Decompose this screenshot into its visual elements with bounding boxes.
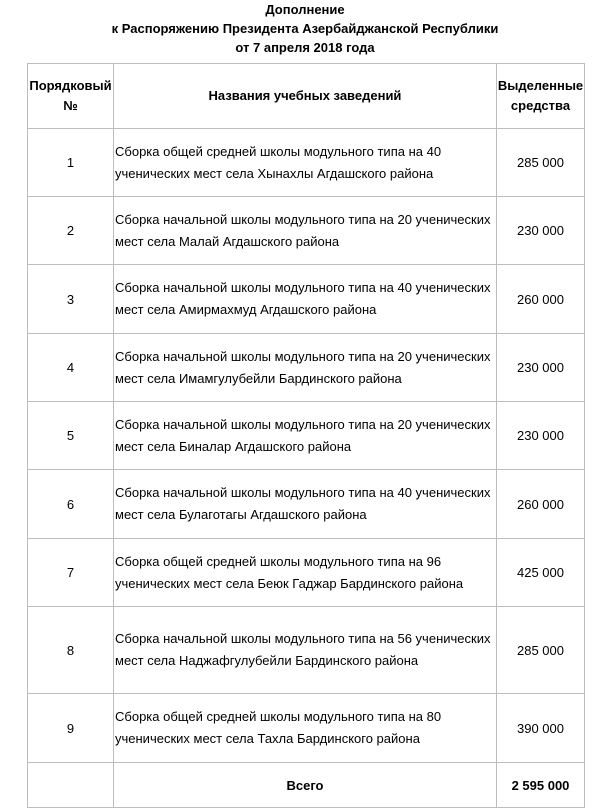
header-name: Названия учебных заведений [114, 64, 497, 129]
table-row [28, 129, 585, 197]
row-name: Сборка начальной школы модульного типа на 40 ученических мест села Амирмахмуд Агдашского района [114, 265, 497, 334]
header-number [28, 64, 114, 129]
document-heading [0, 0, 610, 57]
header-number-line2: № [63, 98, 78, 113]
header-amount [497, 64, 585, 129]
table-row [28, 607, 585, 694]
header-amount-line1: Выделенные [497, 78, 584, 93]
row-name: Сборка общей средней школы модульного типа на 80 ученических мест села Тахла Бардинского района [114, 694, 497, 763]
row-name: Сборка начальной школы модульного типа на 20 ученических мест села Имамгулубейли Бардинского района [114, 334, 497, 402]
row-name: Сборка общей средней школы модульного типа на 96 ученических мест села Беюк Гаджар Бардинского района [114, 539, 497, 607]
row-amount: 425 000 [497, 539, 585, 607]
heading-title: Дополнение [265, 2, 345, 17]
table-row [28, 694, 585, 763]
row-amount: 260 000 [497, 470, 585, 539]
header-amount-line2: средства [510, 98, 571, 113]
header-number-line1: Порядковый [29, 78, 112, 93]
total-empty-cell [28, 763, 114, 808]
total-row [28, 763, 585, 808]
row-number: 6 [28, 470, 114, 539]
heading-subtitle: к Распоряжению Президента Азербайджанской Республики [111, 21, 499, 36]
row-number: 8 [28, 607, 114, 694]
table-row [28, 197, 585, 265]
row-name: Сборка начальной школы модульного типа на 56 ученических мест села Наджафгулубейли Бардинского района [114, 607, 497, 694]
row-amount: 260 000 [497, 265, 585, 334]
total-amount: 2 595 000 [497, 763, 585, 808]
row-name: Сборка общей средней школы модульного типа на 40 ученических мест села Хынахлы Агдашского района [114, 129, 497, 197]
row-name: Сборка начальной школы модульного типа на 20 ученических мест села Малай Агдашского района [114, 197, 497, 265]
row-amount: 230 000 [497, 197, 585, 265]
row-number: 7 [28, 539, 114, 607]
row-number: 2 [28, 197, 114, 265]
row-name: Сборка начальной школы модульного типа на 40 ученических мест села Булаготагы Агдашского района [114, 470, 497, 539]
row-number: 3 [28, 265, 114, 334]
row-amount: 230 000 [497, 402, 585, 470]
row-number: 4 [28, 334, 114, 402]
table-row [28, 470, 585, 539]
row-amount: 390 000 [497, 694, 585, 763]
heading-date: от 7 апреля 2018 года [235, 40, 375, 55]
table-row [28, 265, 585, 334]
row-amount: 285 000 [497, 129, 585, 197]
row-number: 1 [28, 129, 114, 197]
table-row [28, 334, 585, 402]
row-number: 9 [28, 694, 114, 763]
table-header-row [28, 64, 585, 129]
schools-table [27, 63, 585, 808]
row-amount: 230 000 [497, 334, 585, 402]
total-label: Всего [114, 763, 497, 808]
row-name: Сборка начальной школы модульного типа на 20 ученических мест села Биналар Агдашского района [114, 402, 497, 470]
row-amount: 285 000 [497, 607, 585, 694]
table-row [28, 539, 585, 607]
row-number: 5 [28, 402, 114, 470]
table-row [28, 402, 585, 470]
